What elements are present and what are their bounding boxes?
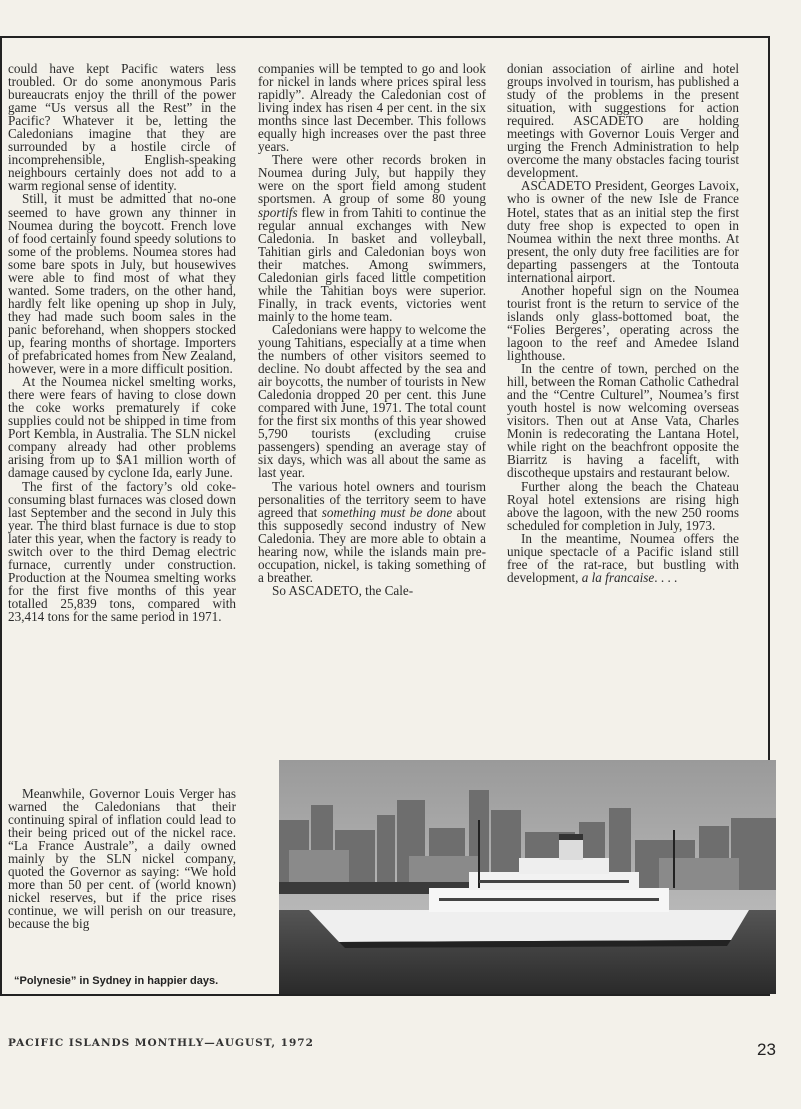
paragraph: donian association of airline and hotel groups involved in tourism, has published a study of the problems in the present situation, with suggestions for action required. ASCADETO are holding meetings with Governor Louis Verger and urging the French Administration to help overcome the many obstacles facing tourist development. <box>507 61 739 181</box>
italic-text: something must be done <box>321 504 453 520</box>
paragraph: The first of the factory’s old coke-consuming blast furnaces was closed down last September and the second in July this year. The third blast furnace is due to stop later this year, when the factory is ready to switch over to the third Demag electric furnace, currently under construction. Production at the Noumea smelting works for the first five months of this year totalled 25,839 tons, compared with 23,414 tons for the same period in 1971. <box>8 478 236 624</box>
paragraph <box>258 480 486 584</box>
text-run: The various hotel owners and tourism personalities of the territory seem to have agreed that <box>258 478 486 520</box>
paragraph: Another hopeful sign on the Noumea tourist front is the return to service of the islands only glass-bottomed boat, the “Folies Bergeres’, operating across the lagoon to the reef and Amedee Island lighthouse. <box>507 282 739 364</box>
ship-photo <box>279 760 776 994</box>
page-number: 23 <box>757 1040 776 1059</box>
paragraph: Further along the beach the Chateau Royal hotel extensions are rising high above the lagoon, with the new 250 rooms scheduled for completion in July, 1973. <box>507 478 739 533</box>
paragraph: In the centre of town, perched on the hill, between the Roman Catholic Cathedral and the “Centre Culturel”, Noumea’s first youth hostel is now welcoming overseas visitors. Then out at Anse Vata, Charles Monin is redecorating the Lantana Hotel, while right on the beachfront opposite the Biarritz is having a facelift, with discotheque upstairs and restaurant below. <box>507 361 739 481</box>
text-run: about this supposedly second industry of New Caledonia. They are more able to obtain a hearing now, while the islands main pre-occupation, nickel, is taking something of a breather. <box>258 504 486 585</box>
masthead-footer: PACIFIC ISLANDS MONTHLY—AUGUST, 1972 <box>8 1037 314 1049</box>
text-run: flew in from Tahiti to continue the regular annual exchanges with New Caledonia. In basket and volleyball, Tahitian girls and Caledonian boys won their matches. Among swimmers, Caledonian girls faced little competition while the Tahitian boys were superior. Finally, in track events, victories went mainly to the home team. <box>258 204 486 324</box>
text-run: . . . . <box>654 569 678 585</box>
paragraph: Meanwhile, Governor Louis Verger has warned the Caledonians that their continuing spiral of inflation could lead to their being priced out of the nickel race. “La France Australe”, a daily owned mainly by the SLN nickel company, quoted the Governor as saying: “We hold more than 50 per cent. of (world known) nickel reserves, but if the price rises continue, we will perish on our treasure, because the big <box>8 786 236 932</box>
paragraph: At the Noumea nickel smelting works, there were fears of having to close down the coke works prematurely if coke supplies could not be shipped in time from Port Kembla, in Australia. The SLN nickel company already had other problems arising from up to $A1 million worth of damage caused by cyclone Ida, early June. <box>8 374 236 481</box>
top-rule <box>0 36 770 38</box>
photo-caption: “Polynesie” in Sydney in happier days. <box>14 975 219 987</box>
paragraph: Caledonians were happy to welcome the young Tahitians, especially at a time when the numbers of other visitors seemed to decline. No doubt affected by the sea and air boycotts, the number of tourists in New Caledonia dropped 20 per cent. this June compared with June, 1971. The total count for the first six months of this year showed 5,790 tourists (excluding cruise passengers) spending an average stay of six days, which was all about the same as last year. <box>258 321 486 481</box>
italic-text: a la francaise <box>581 569 655 585</box>
text-run: In the meantime, Noumea offers the unique spectacle of a Pacific island still free of the rat-race, but bustling with development, <box>507 530 739 585</box>
paragraph: Still, it must be admitted that no-one seemed to have grown any thinner in Noumea during the boycott. French love of food certainly found speedy solutions to some of the problems. Noumea stores had some bare spots in July, but housewives were able to find most of what they wanted. Some traders, on the other hand, hardly felt like opening up shop in July, they had made such boom sales in the panic beforehand, when shoppers stocked up, fearing months of shortage. Importers of prefabricated homes from New Zealand, however, were in a more difficult position. <box>8 191 236 377</box>
paragraph: companies will be tempted to go and look for nickel in lands where prices spiral less rapidly”. Already the Caledonian cost of living index has risen 4 per cent. in the six months since last December. This follows equally high increases over the past three years. <box>258 61 486 155</box>
footer-rule <box>0 994 770 996</box>
ship-photo-illustration <box>279 760 776 994</box>
paragraph: could have kept Pacific waters less troubled. Or do some anonymous Paris bureaucrats enjoy the thrill of the power game “Us versus all the Rest” in the Pacific? Whatever it be, letting the Caledonians imagine that they are surrounded by a hostile circle of incomprehensible, English-speaking neighbours certainly does not add to a warm regional sense of identity. <box>8 61 236 194</box>
article-column-1 <box>8 62 236 623</box>
text-run: There were other records broken in Noumea during July, but happily they were on the sport field among student sportsmen. A group of some 80 young <box>258 152 486 207</box>
article-column-1-bottom <box>8 787 236 931</box>
paragraph: So ASCADETO, the Cale- <box>272 582 414 598</box>
left-rule <box>0 36 2 994</box>
paragraph <box>507 532 739 584</box>
paragraph: ASCADETO President, Georges Lavoix, who is owner of the new Isle de France Hotel, states that as an initial step the first duty free shop is expected to open in Noumea within the next three months. At present, the only duty free facilities are for departing passengers at the Tontouta international airport. <box>507 178 739 285</box>
italic-text: sportifs <box>258 204 298 220</box>
article-column-2 <box>258 62 486 597</box>
paragraph <box>258 153 486 323</box>
article-column-3 <box>507 62 739 584</box>
